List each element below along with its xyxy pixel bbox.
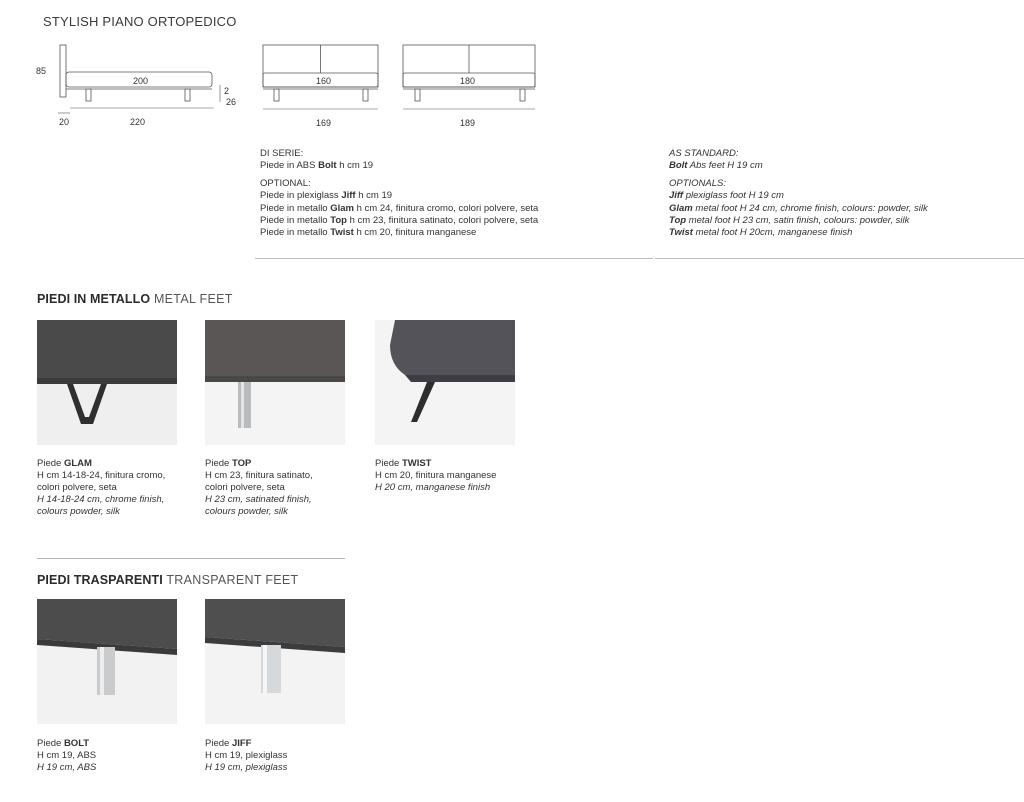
spec-standard-heading: DI SERIE: bbox=[260, 148, 304, 159]
dim-total-length: 220 bbox=[130, 117, 146, 127]
top-foot-photo bbox=[205, 320, 345, 445]
spec-optional-line: Glam metal foot H 24 cm, chrome finish, colours: powder, silk bbox=[669, 202, 928, 214]
top-caption: Piede TOP H cm 23, finitura satinato, colori polvere, seta H 23 cm, satinated finish, colours powder, silk bbox=[205, 458, 313, 517]
jiff-foot-photo bbox=[205, 599, 345, 724]
twist-foot-photo bbox=[375, 320, 515, 445]
divider bbox=[655, 258, 1024, 259]
dim-inner-length: 200 bbox=[133, 76, 149, 86]
spec-optional-line: Piede in metallo Top h cm 23, finitura satinato, colori polvere, seta bbox=[260, 215, 539, 227]
dim-front-inner: 180 bbox=[460, 76, 476, 86]
spec-optional-line: Piede in metallo Twist h cm 20, finitura manganese bbox=[260, 227, 477, 239]
twist-caption: Piede TWIST H cm 20, finitura manganese H 20 cm, manganese finish bbox=[375, 458, 497, 493]
glam-foot-photo bbox=[37, 320, 177, 445]
dim-thickness: 2 bbox=[224, 86, 230, 96]
page-title: STYLISH PIANO ORTOPEDICO bbox=[43, 14, 237, 29]
dim-front-inner: 160 bbox=[316, 76, 332, 86]
jiff-caption: Piede JIFF H cm 19, plexiglass H 19 cm, plexiglass bbox=[205, 738, 288, 773]
spec-optional-line: Piede in plexiglass Jiff h cm 19 bbox=[260, 190, 393, 202]
spec-optional-heading: OPTIONALS: bbox=[669, 177, 727, 189]
spec-optional-line: Top metal foot H 23 cm, satin finish, colours: powder, silk bbox=[669, 215, 910, 227]
bolt-foot-photo bbox=[37, 599, 177, 724]
specs-italian bbox=[260, 148, 650, 240]
dim-front-total: 189 bbox=[460, 118, 476, 128]
bolt-caption: Piede BOLT H cm 19, ABS H 19 cm, ABS bbox=[37, 738, 97, 773]
divider bbox=[255, 258, 653, 259]
spec-optional-line: Jiff plexiglass foot H 19 cm bbox=[669, 190, 784, 202]
spec-optional-line: Piede in metallo Glam h cm 24, finitura cromo, colori polvere, seta bbox=[260, 202, 539, 214]
section-title-metal: PIEDI IN METALLO METAL FEET bbox=[37, 292, 233, 306]
section-title-transparent: PIEDI TRASPARENTI TRANSPARENT FEET bbox=[37, 573, 299, 587]
spec-standard-heading: AS STANDARD: bbox=[669, 148, 739, 159]
dim-head-depth: 20 bbox=[59, 117, 70, 127]
specs-english bbox=[669, 148, 1019, 240]
dim-leg-height: 26 bbox=[226, 97, 237, 107]
dim-height: 85 bbox=[36, 66, 47, 76]
dim-front-total: 169 bbox=[316, 118, 332, 128]
spec-standard-line: Piede in ABS Bolt h cm 19 bbox=[260, 160, 374, 172]
spec-optional-line: Twist metal foot H 20cm, manganese finish bbox=[669, 227, 853, 239]
spec-standard-line: Bolt Abs feet H 19 cm bbox=[669, 160, 763, 172]
glam-caption: Piede GLAM H cm 14-18-24, finitura cromo, colori polvere, seta H 14-18-24 cm, chrome finish, colours powder, silk bbox=[37, 458, 166, 517]
divider bbox=[37, 558, 345, 559]
spec-optional-heading: OPTIONAL: bbox=[260, 177, 311, 189]
